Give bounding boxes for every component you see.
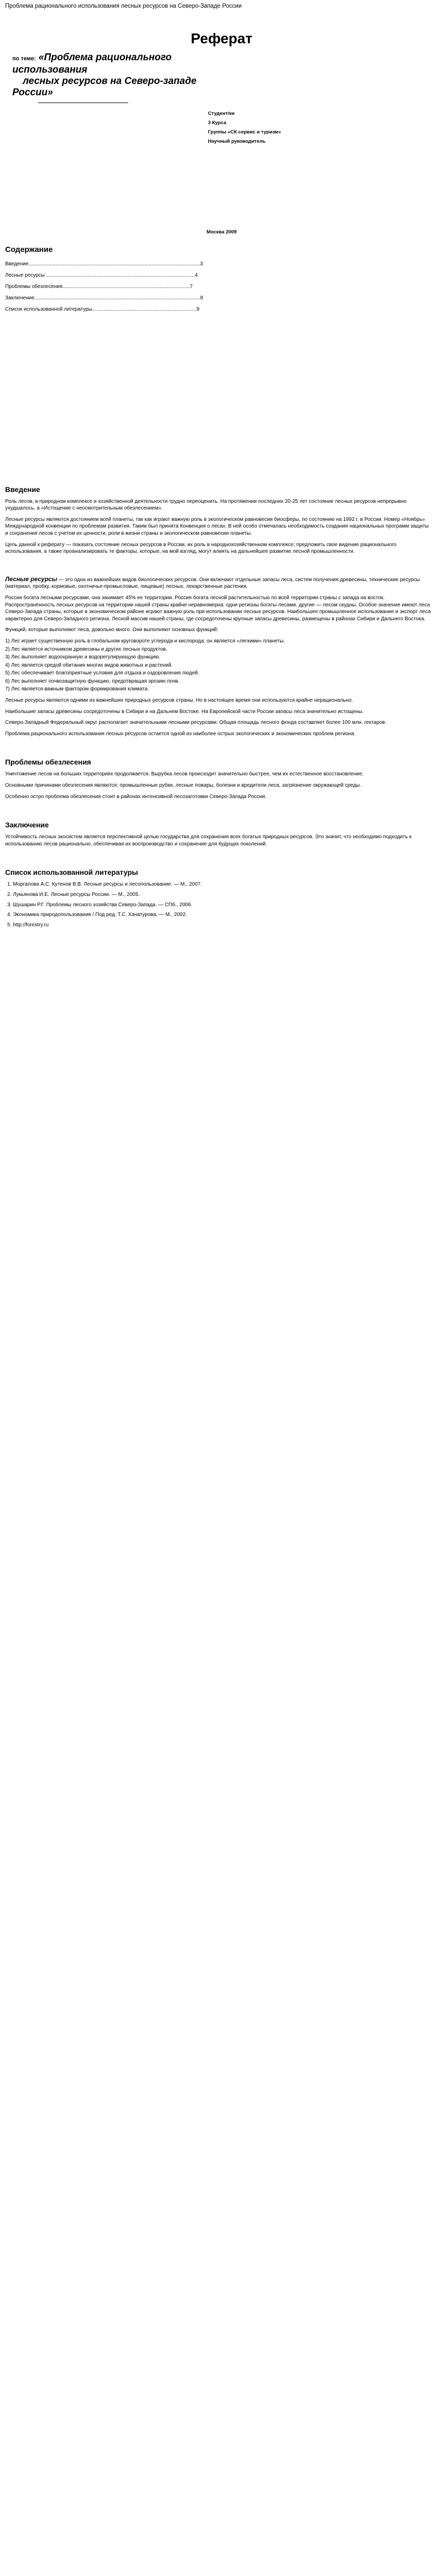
literature-title: Список использованной литературы: [5, 868, 138, 877]
forest-paragraph: Проблема рационального использования лесных ресурсов остается одной из наиболее острых экологических и экономических проблем региона.: [5, 731, 356, 737]
deforestation-paragraph: Особенно остро проблема обезлесения стоит в районах интенсивной лесозаготовки Северо-Запада России.: [5, 793, 267, 800]
page-break-gap: [5, 315, 431, 485]
theme-line-3: лесных ресурсов на Северо-западе: [23, 76, 197, 87]
intro-paragraph: Цель данной к реферату — показать состояние лесных ресурсов в России, их роль в народнохозяйственном комплексе; предложить свое видение рационального использования, а также проанализировать те факторы, которые, на мой взгляд, могут влиять на дальнейшее развитие лесной промышленности.: [5, 541, 397, 555]
literature-section: [5, 868, 431, 928]
toc-item[interactable]: Проблемы обезлесения.........................................................................................7: [5, 283, 193, 290]
literature-item: 3. Шушарин Р.Г. Проблемы лесного хозяйства Северо-Запада. — СПб., 2006.: [7, 902, 193, 908]
supervisor-label: Научный руководитель: [208, 139, 266, 144]
theme-line-1: [12, 52, 431, 64]
literature-item: 4. Экономика природопользования / Под ред. Т.С. Хачатурова. — М., 2002.: [7, 912, 187, 918]
function-item: 3) Лес выполняет водоохранную и водорегулирующую функцию.: [5, 654, 161, 660]
literature-item: 1. Моргалова А.С. Кутенов В.В. Лесные ресурсы и лесопользование. — М., 2007.: [7, 882, 202, 888]
group-label: Группы «СК сервис и туризм»: [208, 129, 281, 135]
title-page: [5, 30, 431, 236]
conclusion-section: [5, 821, 431, 848]
literature-item: 2. Лукьянова И.Е. Лесные ресурсы России. — М., 2005.: [7, 892, 140, 897]
toc-title: Содержание: [5, 245, 53, 254]
conclusion-title: Заключение: [5, 821, 49, 829]
intro-section: [5, 485, 431, 555]
deforestation-title: Проблемы обезлесения: [5, 758, 91, 767]
deforestation-paragraph: Уничтожение лесов на больших территориях продолжается. Вырубка лесов происходит значительно быстрее, чем их естественное восстановление.: [5, 771, 364, 777]
toc-item[interactable]: Введение........................................................................................................................3: [5, 261, 203, 267]
function-item: 6) Лес выполняет почвозащитную функцию, предотвращая эрозию почв.: [5, 678, 180, 684]
forest-intro-paragraph: [5, 576, 431, 590]
city-year: Москва 2009: [206, 229, 237, 235]
student-label: Студент/ки: [208, 111, 235, 116]
forest-paragraph: — это одна из важнейших видов биологических ресурсов. Они включают отдельные запасы леса, систем получения древесины, технические ресурсы (материал, пробку, кормовые, охотничье-промысловые, пищевые) лесных, лекарственные растения.: [5, 577, 420, 590]
forest-paragraph: Россия богата лесными ресурсами, она занимает 45% ее территории. Россия богата лесной растительностью по всей территории страны с запада на восток. Распространённость лесных ресурсов на территории нашей страны крайне неравномерна: одни регионы богаты лесами, другие — лесом скудны. Особое значение имеют леса Северо-Запада страны, которые в экономическом районе играют важную роль при использовании лесных ресурсов. Наибольшее промышленное использование и экспорт леса характерно для Северо-Западного региона. Лесной массив нашей страны, где сосредоточены крупные запасы древесины, размещены в районах Сибири и Дальнего Востока.: [5, 595, 431, 622]
function-item: 4) Лес является средой обитания многих видов животных и растений.: [5, 662, 173, 668]
intro-title: Введение: [5, 485, 40, 494]
forest-paragraph: Северо-Западный Федеральный округ располагает значительными лесными ресурсами. Общая площадь лесного фонда составляет более 100 млн. гектаров.: [5, 720, 387, 726]
function-item: 7) Лес является важным фактором формирования климата.: [5, 686, 149, 692]
course-label: 3 Курса: [208, 120, 226, 126]
toc-item[interactable]: Список использованной литературы.........................................................................9: [5, 306, 200, 312]
literature-item[interactable]: 5. http://forestry.ru: [7, 922, 49, 928]
author-info: [208, 109, 431, 146]
function-item: 1) Лес играет существенную роль в глобальном круговороте углерода и кислорода; он является «легкими» планеты.: [5, 638, 285, 644]
theme-line-4: России»: [12, 87, 53, 98]
deforestation-section: [5, 758, 431, 800]
toc-item[interactable]: Заключение....................................................................................................................8: [5, 295, 203, 301]
forest-section: [5, 576, 431, 738]
forest-title: Лесные ресурсы: [5, 575, 57, 583]
theme-text-1: «Проблема рационального: [38, 52, 172, 63]
theme-line-2: использования: [12, 64, 88, 75]
toc-list: [5, 259, 431, 315]
function-item: 2) Лес является источником древесины и других лесных продуктов.: [5, 646, 167, 652]
intro-paragraph: Лесные ресурсы являются достоянием всей планеты, так как играют важную роль в экологическом равновесии биосферы, по состоянию на 1992 г. в России. Номер «Ноябрь» Международной конвенции по проблемам развития. Таким был принята Конвенция о лесах. В ней особо отмечалась необходимость создания национальных программ защиты и сохранения лесов с учетом их ценности, роли в жизни страны и экологическом равновесии планеты.: [5, 516, 429, 536]
theme-label: по теме:: [12, 56, 36, 62]
functions-list: [5, 638, 431, 693]
forest-paragraph: Лесные ресурсы являются одними из важнейших природных ресурсов страны. Но в настоящее время они используются крайне нерационально.: [5, 698, 353, 704]
forest-paragraph: Наибольшие запасы древесины сосредоточены в Сибири и на Дальнем Востоке. На Европейской части России запасы леса значительно истощены.: [5, 708, 364, 715]
function-item: 5) Лес обеспечивает благоприятные условия для отдыха и оздоровления людей.: [5, 670, 199, 676]
conclusion-paragraph: Устойчивость лесных экосистем является перспективной целью государства для сохранения всех богатых природных ресурсов. Это значит, что необходимо подходить к использованию лесов рационально, обеспечивая их воспроизводство и сохранение для будущих поколений.: [5, 834, 412, 847]
literature-list: [5, 881, 431, 928]
referat-heading: Реферат: [190, 30, 253, 46]
toc-item[interactable]: Лесные ресурсы ........................................................................................................4: [5, 272, 198, 278]
document-title: Проблема рационального использования лесных ресурсов на Северо-Западе России: [5, 3, 242, 9]
intro-paragraph: Роль лесов, в природном комплексе и хозяйственной деятельности трудно переоценить. На протяжении последних 20-25 лет состояние лесных ресурсов непрерывно ухудшалось, а «Истощение с неосмотрительным обезлесением».: [5, 498, 407, 512]
deforestation-paragraph: Основными причинами обезлесения являются: промышленные рубки, лесные пожары, болезни и вредители леса, загрязнение окружающей среды.: [5, 783, 361, 789]
forest-paragraph: Функций, которые выполняют леса, довольно много. Они выполняют основных функций:: [5, 627, 218, 633]
